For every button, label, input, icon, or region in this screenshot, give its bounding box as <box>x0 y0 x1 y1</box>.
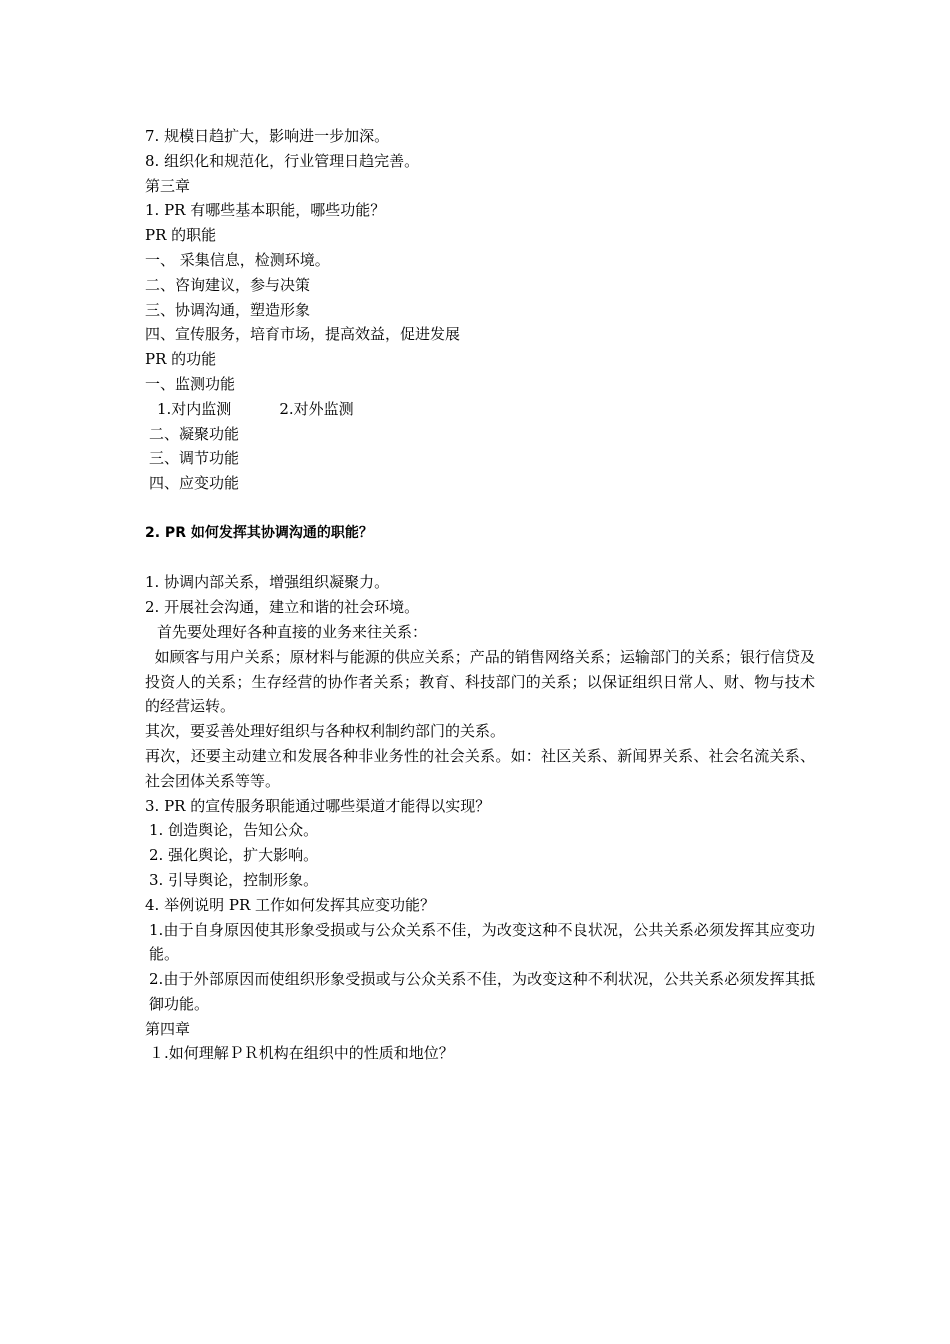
spacer <box>145 496 815 521</box>
spacer <box>145 546 815 571</box>
question-heading: 3. PR 的宣传服务职能通过哪些渠道才能得以实现？ <box>145 796 491 815</box>
list-item: 2. 强化舆论，扩大影响。 <box>149 846 319 865</box>
document-page <box>145 124 815 1066</box>
paragraph: 2.由于外部原因而使组织形象受损或与公众关系不佳，为改变这种不利状况，公共关系必须发挥其抵御功能。 <box>149 970 815 1013</box>
list-item: 8. 组织化和规范化，行业管理日趋完善。 <box>145 151 420 170</box>
section-label: PR 的职能 <box>145 226 217 245</box>
paragraph: 首先要处理好各种直接的业务来往关系： <box>157 622 428 641</box>
list-item: 二、凝聚功能 <box>149 424 240 443</box>
sub-list-item: 1.对内监测 <box>157 399 232 418</box>
sub-list-row <box>145 397 815 422</box>
chapter-heading: 第四章 <box>145 1019 191 1038</box>
list-item: 1. 创造舆论，告知公众。 <box>149 821 319 840</box>
question-heading: 4. 举例说明 PR 工作如何发挥其应变功能？ <box>145 895 436 914</box>
paragraph: 1.由于自身原因使其形象受损或与公众关系不佳，为改变这种不良状况，公共关系必须发挥其应变功能。 <box>149 920 815 964</box>
section-label: PR 的功能 <box>145 350 217 369</box>
list-item: 三、调节功能 <box>149 449 240 468</box>
list-item: 3. 引导舆论，控制形象。 <box>149 870 319 889</box>
question-heading: １.如何理解ＰＲ机构在组织中的性质和地位？ <box>149 1044 454 1063</box>
chapter-heading: 第三章 <box>145 176 191 195</box>
paragraph: 再次，还要主动建立和发展各种非业务性的社会关系。如：社区关系、新闻界关系、社会名流关系、社会团体关系等等。 <box>145 746 815 790</box>
list-item: 四、应变功能 <box>149 474 240 493</box>
paragraph-text: 如顾客与用户关系；原材料与能源的供应关系；产品的销售网络关系；运输部门的关系；银行信贷及投资人的关系；生存经营的协作者关系；教育、科技部门的关系；以保证组织日常人、财、物与技术的经营运转。 <box>145 647 815 716</box>
list-item: 7. 规模日趋扩大，影响进一步加深。 <box>145 127 390 145</box>
sub-list-item: 2.对外监测 <box>279 399 354 418</box>
paragraph <box>145 645 815 719</box>
question-heading: 1. PR 有哪些基本职能，哪些功能？ <box>145 201 386 220</box>
list-item: 2. 开展社会沟通，建立和谐的社会环境。 <box>145 598 420 617</box>
list-item: 三、协调沟通，塑造形象 <box>145 300 311 319</box>
question-heading: 2. PR 如何发挥其协调沟通的职能？ <box>145 524 373 541</box>
list-item: 一、监测功能 <box>145 374 236 393</box>
list-item: 一、 采集信息，检测环境。 <box>145 250 330 269</box>
paragraph: 其次，要妥善处理好组织与各种权利制约部门的关系。 <box>145 722 506 741</box>
list-item: 1. 协调内部关系，增强组织凝聚力。 <box>145 573 390 592</box>
list-item: 二、咨询建议，参与决策 <box>145 275 311 294</box>
list-item: 四、宣传服务，培育市场，提高效益，促进发展 <box>145 325 461 344</box>
